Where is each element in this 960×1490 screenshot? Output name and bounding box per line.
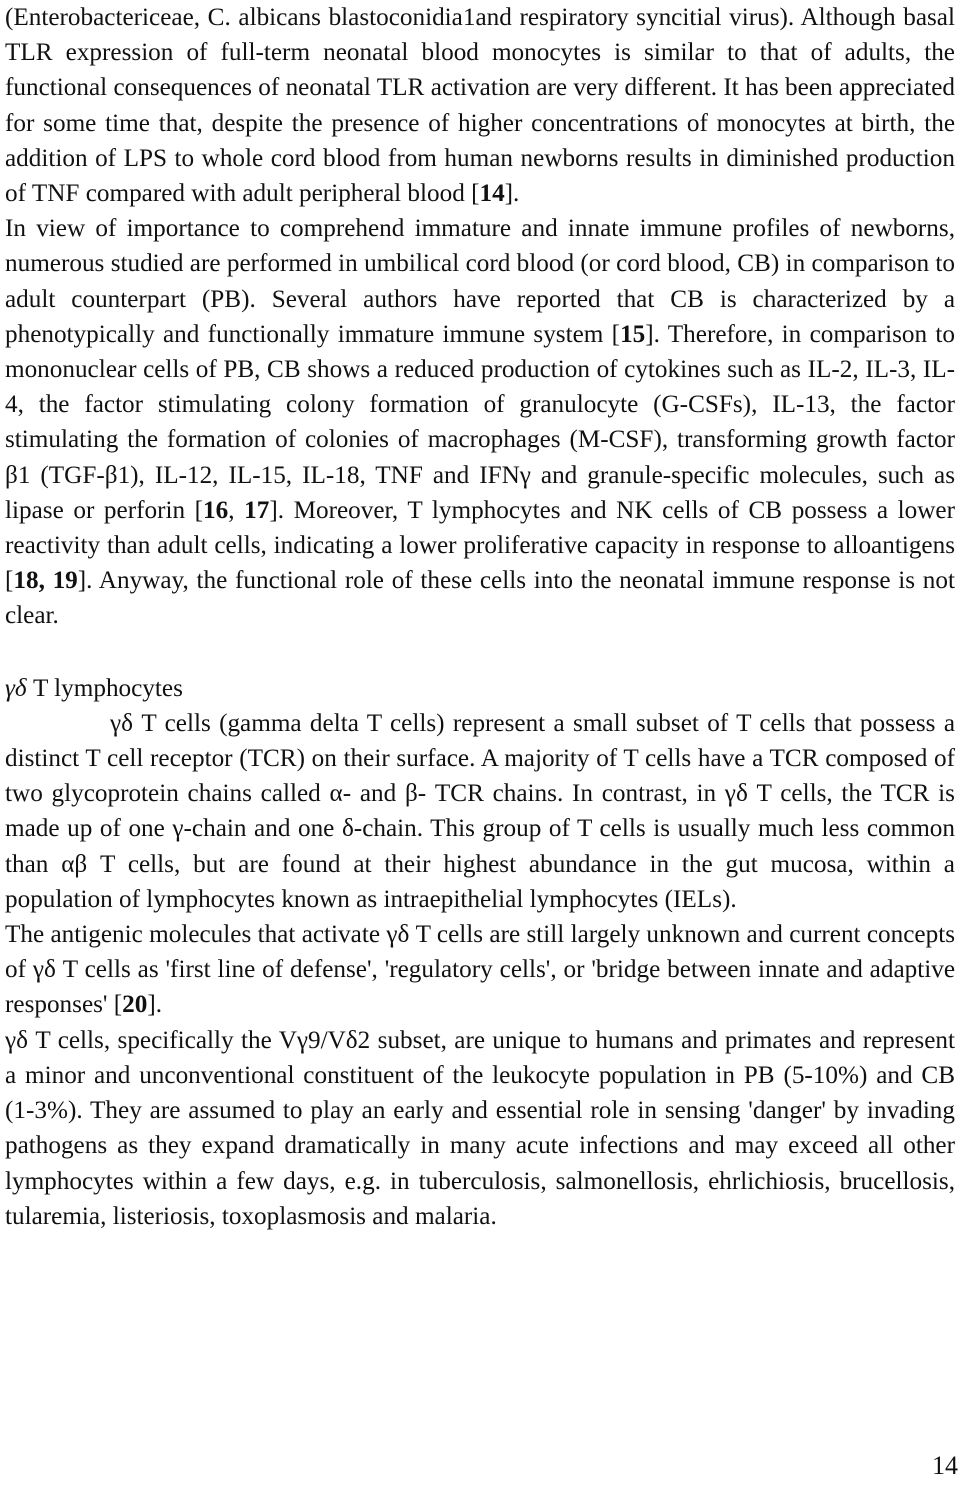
- body-paragraph: [5, 0, 955, 211]
- section-heading: [5, 671, 955, 706]
- citation-number: 18, 19: [13, 567, 78, 595]
- section-gap: [5, 634, 955, 671]
- text-run: γδ T cells, specifically the Vγ9/Vδ2 subset, are unique to humans and primates and represent a minor and unconventional constituent of the leukocyte population in PB (5-10%) and CB (1-3%). They are assumed to play an early and essential role in sensing 'danger' by invading pathogens as they expand dramatically in many acute infections and may exceed all other lymphocytes within a few days, e.g. in tuberculosis, salmonellosis, ehrlichiosis, brucellosis, tularemia, listeriosis, toxoplasmosis and malaria.: [5, 1026, 955, 1230]
- citation-number: 14: [479, 180, 505, 208]
- text-run: The antigenic molecules that activate γδ T cells are still largely unknown and current concepts of γδ T cells as 'first line of defense', 'regulatory cells', or 'bridge between innate and adaptive responses' [: [5, 921, 955, 1019]
- text-run: (Enterobactericeae, C. albicans blastoconidia1and respiratory syncitial virus). Although basal TLR expression of full-term neonatal blood monocytes is similar to that of adults, the functional consequences of neonatal TLR activation are very different. It has been appreciated for some time that, despite the presence of higher concentrations of monocytes at birth, the addition of LPS to whole cord blood from human newborns results in diminished production of TNF compared with adult peripheral blood [: [5, 4, 955, 208]
- text-run: ]. Therefore, in comparison to mononuclear cells of PB, CB shows a reduced production of cytokines such as IL-2, IL-3, IL-4, the factor stimulating colony formation of granulocyte (G-CSFs), IL-13, the factor stimulating the formation of colonies of macrophages (M-CSF), transforming growth factor β1 (TGF-β1), IL-12, IL-15, IL-18, TNF and IFNγ and granule-specific molecules, such as lipase or perforin [: [5, 320, 955, 524]
- citation-number: 20: [122, 991, 148, 1019]
- page-number: 14: [932, 1451, 958, 1480]
- italic-text: γδ: [5, 674, 27, 702]
- citation-number: 16: [203, 496, 229, 524]
- citation-number: 17: [244, 496, 270, 524]
- page-body: [5, 0, 955, 1234]
- body-paragraph: [5, 706, 955, 917]
- text-run: ]. Moreover, T lymphocytes and NK cells of CB possess a lower reactivity than adult cells, indicating a lower proliferative capacity in response to alloantigens [: [5, 496, 956, 595]
- text-run: T lymphocytes: [26, 674, 183, 702]
- text-run: ].: [147, 991, 163, 1019]
- body-paragraph: [5, 211, 955, 633]
- citation-number: 15: [620, 320, 646, 348]
- body-paragraph: [5, 917, 955, 1023]
- text-run: γδ T cells (gamma delta T cells) represent a small subset of T cells that possess a distinct T cell receptor (TCR) on their surface. A majority of T cells have a TCR composed of two glycoprotein chains called α- and β- TCR chains. In contrast, in γδ T cells, the TCR is made up of one γ-chain and one δ-chain. This group of T cells is usually much less common than αβ T cells, but are found at their highest abundance in the gut mucosa, within a population of lymphocytes known as intraepithelial lymphocytes (IELs).: [5, 709, 955, 913]
- body-paragraph: [5, 1023, 955, 1234]
- text-run: ].: [504, 180, 520, 208]
- text-run: ,: [228, 496, 245, 524]
- text-run: In view of importance to comprehend immature and innate immune profiles of newborns, numerous studied are performed in umbilical cord blood (or cord blood, CB) in comparison to adult counterpart (PB). Several authors have reported that CB is characterized by a phenotypically and functionally immature immune system [: [5, 215, 955, 348]
- text-run: ]. Anyway, the functional role of these cells into the neonatal immune response is not clear.: [5, 567, 955, 630]
